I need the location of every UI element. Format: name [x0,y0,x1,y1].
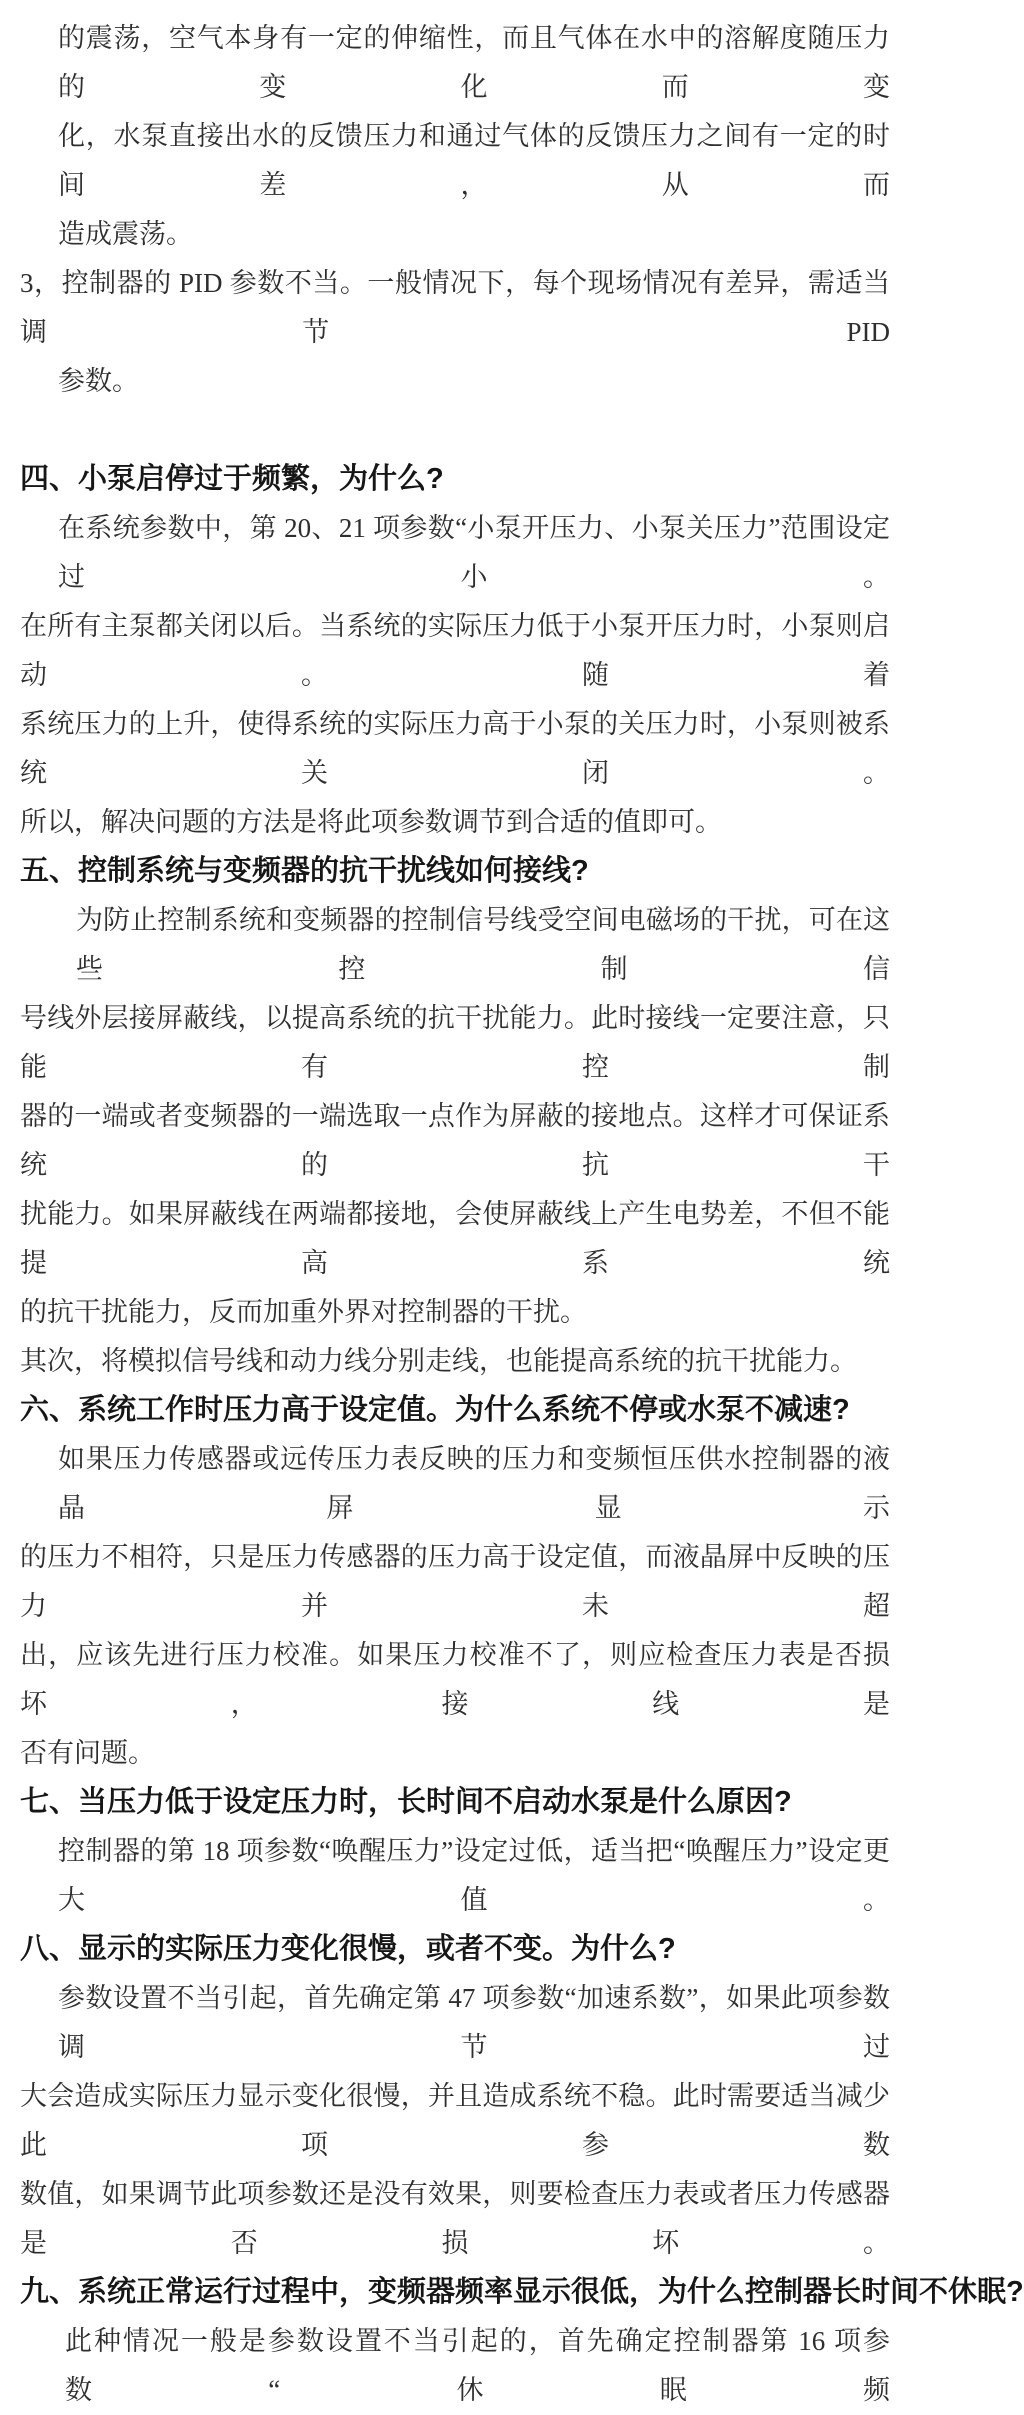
text-line: 为防止控制系统和变频器的控制信号线受空间电磁场的干扰，可在这些控制信 [76,905,890,984]
text-line: 否有问题。 [20,1738,155,1768]
text-line: 的抗干扰能力，反而加重外界对控制器的干扰。 [20,1297,587,1327]
section-heading-q4: 四、小泵启停过于频繁，为什么? [20,463,444,495]
text-line: 号线外层接屏蔽线，以提高系统的抗干扰能力。此时接线一定要注意，只能有控制 [20,1003,890,1082]
text-line: 的压力不相符，只是压力传感器的压力高于设定值，而液晶屏中反映的压力并未超 [20,1542,890,1621]
text-line: 在所有主泵都关闭以后。当系统的实际压力低于小泵开压力时，小泵则启动。随着 [20,611,890,690]
text-line: 其次，将模拟信号线和动力线分别走线，也能提高系统的抗干扰能力。 [20,1346,857,1376]
text-line: 造成震荡。 [58,219,193,249]
text-line: 所以，解决问题的方法是将此项参数调节到合适的值即可。 [20,807,722,837]
text-line: 器的一端或者变频器的一端选取一点作为屏蔽的接地点。这样才可保证系统的抗干 [20,1101,890,1180]
list-item-line: 参数。 [58,366,139,396]
section-heading-q8: 八、显示的实际压力变化很慢，或者不变。为什么? [20,1933,676,1965]
text-line: 化，水泵直接出水的反馈压力和通过气体的反馈压力之间有一定的时间差，从而 [58,121,890,200]
text-line: 大会造成实际压力显示变化很慢，并且造成系统不稳。此时需要适当减少此项参数 [20,2081,890,2160]
text-line: 的震荡，空气本身有一定的伸缩性，而且气体在水中的溶解度随压力的变化而变 [58,23,890,102]
text-line: 扰能力。如果屏蔽线在两端都接地，会使屏蔽线上产生电势差，不但不能提高系统 [20,1199,890,1278]
section-heading-q5: 五、控制系统与变频器的抗干扰线如何接线? [20,855,589,887]
text-line: 此种情况一般是参数设置不当引起的，首先确定控制器第 16 项参数“休眠频 [65,2326,890,2405]
section-heading-q7: 七、当压力低于设定压力时，长时间不启动水泵是什么原因? [20,1786,792,1818]
text-line: 控制器的第 18 项参数“唤醒压力”设定过低，适当把“唤醒压力”设定更大值。 [58,1836,890,1915]
text-line: 如果压力传感器或远传压力表反映的压力和变频恒压供水控制器的液晶屏显示 [58,1444,890,1523]
section-heading-q9: 九、系统正常运行过程中，变频器频率显示很低，为什么控制器长时间不休眠? [20,2276,1024,2308]
text-line: 数值，如果调节此项参数还是没有效果，则要检查压力表或者压力传感器是否损坏。 [20,2179,890,2258]
text-line: 参数设置不当引起，首先确定第 47 项参数“加速系数”，如果此项参数调节过 [58,1983,890,2062]
blank-line [0,406,910,455]
text-line: 出，应该先进行压力校准。如果压力校准不了，则应检查压力表是否损坏，接线是 [20,1640,890,1719]
list-item-line: 3，控制器的 PID 参数不当。一般情况下，每个现场情况有差异，需适当调节 PID [20,268,890,347]
text-line: 在系统参数中，第 20、21 项参数“小泵开压力、小泵关压力”范围设定过小。 [58,513,890,592]
text-line: 系统压力的上升，使得系统的实际压力高于小泵的关压力时，小泵则被系统关闭。 [20,709,890,788]
section-heading-q6: 六、系统工作时压力高于设定值。为什么系统不停或水泵不减速? [20,1394,850,1426]
